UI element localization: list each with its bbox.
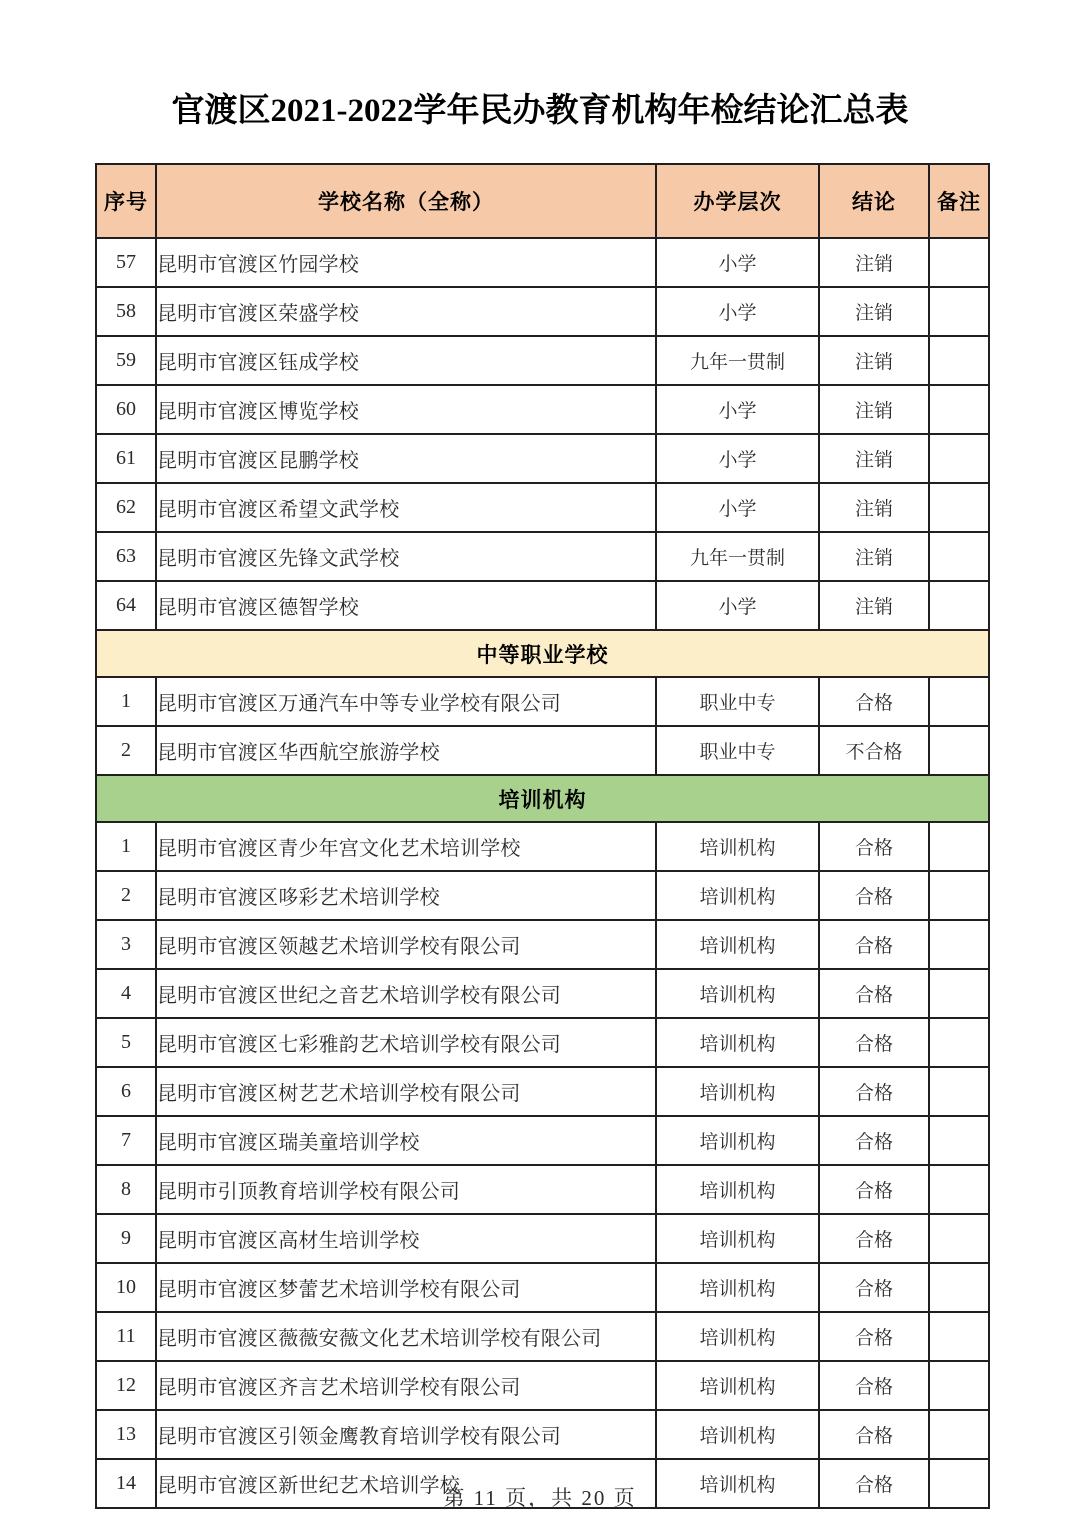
cell-school-name: 昆明市官渡区引领金鹰教育培训学校有限公司: [156, 1410, 656, 1459]
table-row: [96, 581, 989, 630]
cell-level: 九年一贯制: [656, 336, 819, 385]
cell-conclusion: 合格: [819, 1067, 929, 1116]
cell-index: 14: [96, 1459, 156, 1508]
cell-index: 64: [96, 581, 156, 630]
cell-school-name: 昆明市官渡区昆鹏学校: [156, 434, 656, 483]
page-footer: 第 11 页，共 20 页: [443, 1486, 637, 1510]
cell-level: 小学: [656, 385, 819, 434]
cell-conclusion: 注销: [819, 287, 929, 336]
table-row: [96, 1214, 989, 1263]
cell-level: 小学: [656, 287, 819, 336]
table-row: [96, 287, 989, 336]
cell-conclusion: 合格: [819, 822, 929, 871]
table-row: [96, 336, 989, 385]
table-row: [96, 238, 989, 287]
table-row: [96, 1312, 989, 1361]
cell-note: [929, 677, 989, 726]
cell-level: 培训机构: [656, 920, 819, 969]
cell-school-name: 昆明市官渡区树艺艺术培训学校有限公司: [156, 1067, 656, 1116]
column-header-index: 序号: [96, 164, 156, 238]
cell-level: 小学: [656, 238, 819, 287]
cell-note: [929, 969, 989, 1018]
table-row: [96, 1263, 989, 1312]
cell-level: 培训机构: [656, 1018, 819, 1067]
cell-conclusion: 合格: [819, 1214, 929, 1263]
cell-level: 小学: [656, 581, 819, 630]
section-header-label: 中等职业学校: [96, 630, 989, 677]
cell-level: 培训机构: [656, 1165, 819, 1214]
cell-school-name: 昆明市官渡区华西航空旅游学校: [156, 726, 656, 775]
table-header: [96, 164, 989, 238]
cell-conclusion: 合格: [819, 969, 929, 1018]
cell-school-name: 昆明市官渡区世纪之音艺术培训学校有限公司: [156, 969, 656, 1018]
cell-conclusion: 注销: [819, 434, 929, 483]
table-row: [96, 677, 989, 726]
cell-conclusion: 合格: [819, 1116, 929, 1165]
table-row: [96, 1410, 989, 1459]
cell-conclusion: 合格: [819, 1361, 929, 1410]
cell-note: [929, 1361, 989, 1410]
cell-level: 小学: [656, 483, 819, 532]
cell-index: 3: [96, 920, 156, 969]
table-row: [96, 1361, 989, 1410]
table-row: [96, 1018, 989, 1067]
cell-level: 职业中专: [656, 726, 819, 775]
cell-note: [929, 1312, 989, 1361]
section-header-row: [96, 775, 989, 822]
cell-level: 培训机构: [656, 1361, 819, 1410]
column-header-note: 备注: [929, 164, 989, 238]
table-row: [96, 483, 989, 532]
cell-note: [929, 434, 989, 483]
cell-conclusion: 注销: [819, 581, 929, 630]
cell-conclusion: 注销: [819, 483, 929, 532]
table-row: [96, 920, 989, 969]
cell-index: 1: [96, 822, 156, 871]
cell-note: [929, 287, 989, 336]
cell-index: 2: [96, 726, 156, 775]
cell-index: 13: [96, 1410, 156, 1459]
cell-note: [929, 1018, 989, 1067]
section-header-label: 培训机构: [96, 775, 989, 822]
cell-index: 2: [96, 871, 156, 920]
annual-inspection-table: [95, 163, 990, 1509]
cell-level: 九年一贯制: [656, 532, 819, 581]
cell-level: 培训机构: [656, 1263, 819, 1312]
cell-conclusion: 合格: [819, 1263, 929, 1312]
cell-note: [929, 822, 989, 871]
cell-note: [929, 483, 989, 532]
cell-index: 8: [96, 1165, 156, 1214]
cell-school-name: 昆明市官渡区博览学校: [156, 385, 656, 434]
cell-conclusion: 注销: [819, 385, 929, 434]
cell-index: 1: [96, 677, 156, 726]
cell-index: 12: [96, 1361, 156, 1410]
table-header-row: [96, 164, 989, 238]
table-row: [96, 1067, 989, 1116]
cell-level: 培训机构: [656, 871, 819, 920]
cell-school-name: 昆明市引顶教育培训学校有限公司: [156, 1165, 656, 1214]
cell-index: 61: [96, 434, 156, 483]
cell-index: 5: [96, 1018, 156, 1067]
cell-conclusion: 合格: [819, 871, 929, 920]
cell-note: [929, 1263, 989, 1312]
cell-note: [929, 1214, 989, 1263]
cell-school-name: 昆明市官渡区钰成学校: [156, 336, 656, 385]
cell-level: 培训机构: [656, 822, 819, 871]
table-row: [96, 871, 989, 920]
cell-level: 培训机构: [656, 1116, 819, 1165]
cell-index: 63: [96, 532, 156, 581]
cell-level: 培训机构: [656, 1410, 819, 1459]
table-row: [96, 822, 989, 871]
cell-school-name: 昆明市官渡区领越艺术培训学校有限公司: [156, 920, 656, 969]
cell-conclusion: 合格: [819, 1018, 929, 1067]
cell-index: 7: [96, 1116, 156, 1165]
cell-note: [929, 336, 989, 385]
cell-conclusion: 不合格: [819, 726, 929, 775]
cell-note: [929, 1165, 989, 1214]
cell-note: [929, 532, 989, 581]
cell-school-name: 昆明市官渡区荣盛学校: [156, 287, 656, 336]
cell-index: 10: [96, 1263, 156, 1312]
table-row: [96, 726, 989, 775]
column-header-name: 学校名称（全称）: [156, 164, 656, 238]
cell-index: 9: [96, 1214, 156, 1263]
cell-conclusion: 合格: [819, 1312, 929, 1361]
column-header-conclusion: 结论: [819, 164, 929, 238]
cell-level: 小学: [656, 434, 819, 483]
table-row: [96, 1165, 989, 1214]
column-header-level: 办学层次: [656, 164, 819, 238]
cell-conclusion: 合格: [819, 1165, 929, 1214]
cell-note: [929, 238, 989, 287]
cell-note: [929, 726, 989, 775]
cell-school-name: 昆明市官渡区瑞美童培训学校: [156, 1116, 656, 1165]
table-row: [96, 532, 989, 581]
cell-index: 57: [96, 238, 156, 287]
cell-school-name: 昆明市官渡区先锋文武学校: [156, 532, 656, 581]
cell-level: 培训机构: [656, 1459, 819, 1508]
cell-note: [929, 1410, 989, 1459]
cell-conclusion: 合格: [819, 677, 929, 726]
cell-school-name: 昆明市官渡区哆彩艺术培训学校: [156, 871, 656, 920]
cell-index: 62: [96, 483, 156, 532]
cell-level: 培训机构: [656, 1214, 819, 1263]
cell-school-name: 昆明市官渡区万通汽车中等专业学校有限公司: [156, 677, 656, 726]
table-row: [96, 969, 989, 1018]
cell-school-name: 昆明市官渡区梦蕾艺术培训学校有限公司: [156, 1263, 656, 1312]
cell-note: [929, 581, 989, 630]
cell-school-name: 昆明市官渡区竹园学校: [156, 238, 656, 287]
table-row: [96, 1116, 989, 1165]
cell-note: [929, 1067, 989, 1116]
table-body: [96, 238, 989, 1508]
cell-note: [929, 1116, 989, 1165]
cell-conclusion: 合格: [819, 1410, 929, 1459]
cell-conclusion: 合格: [819, 1459, 929, 1508]
cell-level: 培训机构: [656, 969, 819, 1018]
cell-note: [929, 385, 989, 434]
cell-index: 58: [96, 287, 156, 336]
cell-conclusion: 注销: [819, 238, 929, 287]
cell-conclusion: 注销: [819, 336, 929, 385]
page-title: 官渡区2021-2022学年民办教育机构年检结论汇总表: [171, 93, 909, 129]
cell-school-name: 昆明市官渡区高材生培训学校: [156, 1214, 656, 1263]
cell-index: 6: [96, 1067, 156, 1116]
cell-school-name: 昆明市官渡区七彩雅韵艺术培训学校有限公司: [156, 1018, 656, 1067]
cell-index: 60: [96, 385, 156, 434]
cell-school-name: 昆明市官渡区薇薇安薇文化艺术培训学校有限公司: [156, 1312, 656, 1361]
cell-index: 59: [96, 336, 156, 385]
cell-level: 职业中专: [656, 677, 819, 726]
cell-level: 培训机构: [656, 1067, 819, 1116]
cell-school-name: 昆明市官渡区希望文武学校: [156, 483, 656, 532]
section-header-row: [96, 630, 989, 677]
cell-note: [929, 871, 989, 920]
cell-school-name: 昆明市官渡区德智学校: [156, 581, 656, 630]
cell-school-name: 昆明市官渡区齐言艺术培训学校有限公司: [156, 1361, 656, 1410]
cell-conclusion: 注销: [819, 532, 929, 581]
cell-index: 11: [96, 1312, 156, 1361]
table-row: [96, 385, 989, 434]
cell-level: 培训机构: [656, 1312, 819, 1361]
table-row: [96, 434, 989, 483]
cell-index: 4: [96, 969, 156, 1018]
cell-conclusion: 合格: [819, 920, 929, 969]
cell-note: [929, 920, 989, 969]
annual-inspection-table-wrapper: [95, 163, 988, 1509]
cell-school-name: 昆明市官渡区新世纪艺术培训学校: [156, 1459, 656, 1508]
cell-school-name: 昆明市官渡区青少年宫文化艺术培训学校: [156, 822, 656, 871]
